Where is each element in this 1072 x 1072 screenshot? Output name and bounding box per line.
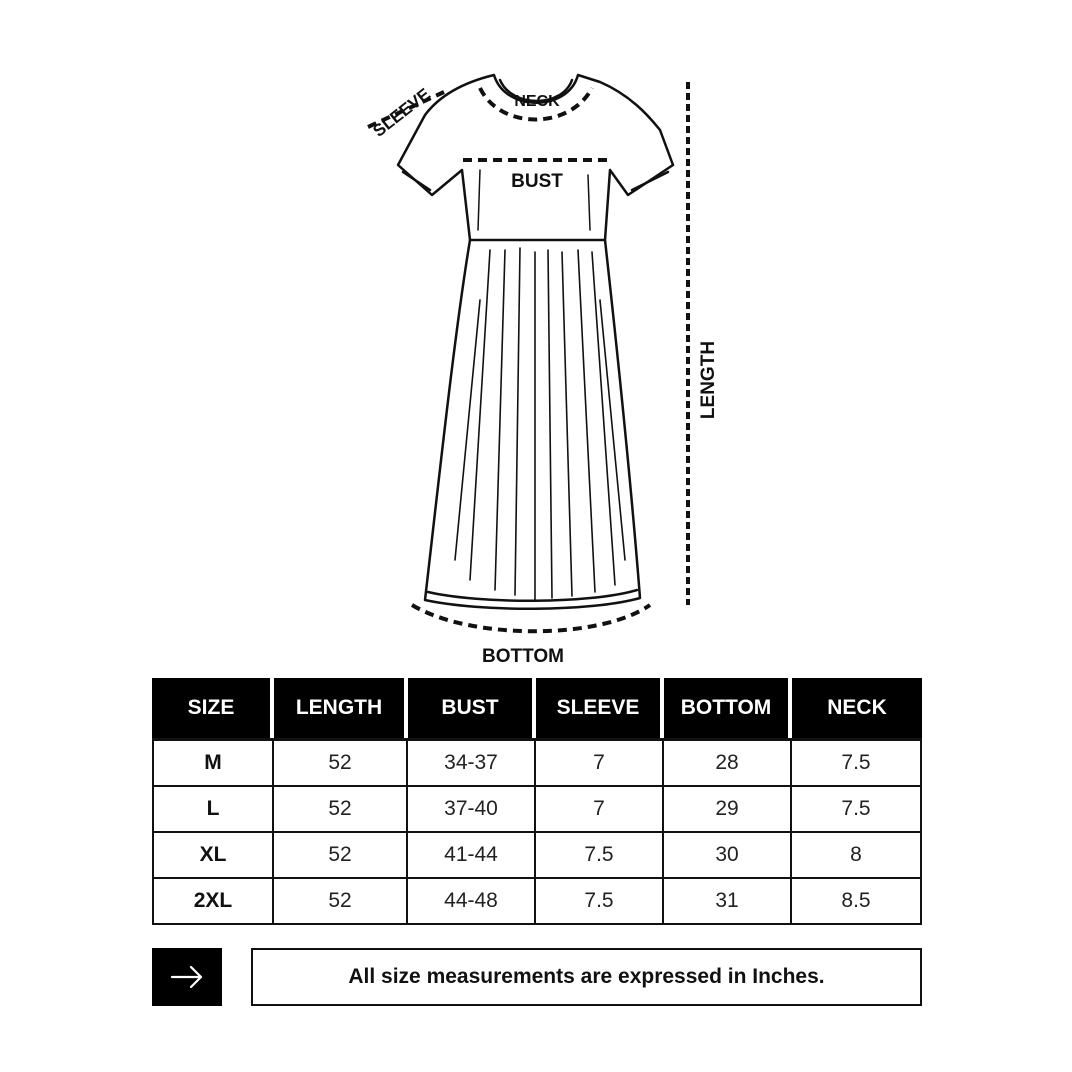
header-size: SIZE [152,678,274,738]
cell-length: 52 [274,787,408,833]
measurement-note-text: All size measurements are expressed in Inches. [348,965,825,988]
table-row [152,787,922,833]
arrow-right-icon [170,965,204,989]
cell-neck: 7.5 [792,787,922,833]
cell-bust: 44-48 [408,879,536,925]
bust-label: BUST [511,171,563,192]
table-row [152,738,922,787]
cell-neck: 7.5 [792,738,922,787]
cell-sleeve: 7.5 [536,833,664,879]
header-sleeve: SLEEVE [536,678,664,738]
cell-bust: 34-37 [408,738,536,787]
cell-length: 52 [274,738,408,787]
measurement-note [251,948,922,1006]
header-bust: BUST [408,678,536,738]
cell-neck: 8.5 [792,879,922,925]
cell-bottom: 28 [664,738,792,787]
cell-bottom: 30 [664,833,792,879]
cell-size: XL [152,833,274,879]
cell-size: L [152,787,274,833]
cell-size: M [152,738,274,787]
bottom-label: BOTTOM [482,646,564,667]
cell-length: 52 [274,833,408,879]
table-row [152,879,922,925]
sleeve-label: SLEEVE [369,84,434,141]
cell-bust: 41-44 [408,833,536,879]
cell-bust: 37-40 [408,787,536,833]
table-header-row [152,678,922,738]
neck-label: NECK [514,93,560,110]
measurement-guides [368,82,688,631]
cell-size: 2XL [152,879,274,925]
header-length: LENGTH [274,678,408,738]
size-chart-table [152,678,922,925]
header-bottom: BOTTOM [664,678,792,738]
note-arrow-box [152,948,222,1006]
cell-neck: 8 [792,833,922,879]
dress-outline [398,75,673,609]
cell-bottom: 29 [664,787,792,833]
cell-sleeve: 7.5 [536,879,664,925]
cell-sleeve: 7 [536,738,664,787]
cell-sleeve: 7 [536,787,664,833]
cell-length: 52 [274,879,408,925]
header-neck: NECK [792,678,922,738]
table-row [152,833,922,879]
length-label: LENGTH [698,340,719,420]
cell-bottom: 31 [664,879,792,925]
